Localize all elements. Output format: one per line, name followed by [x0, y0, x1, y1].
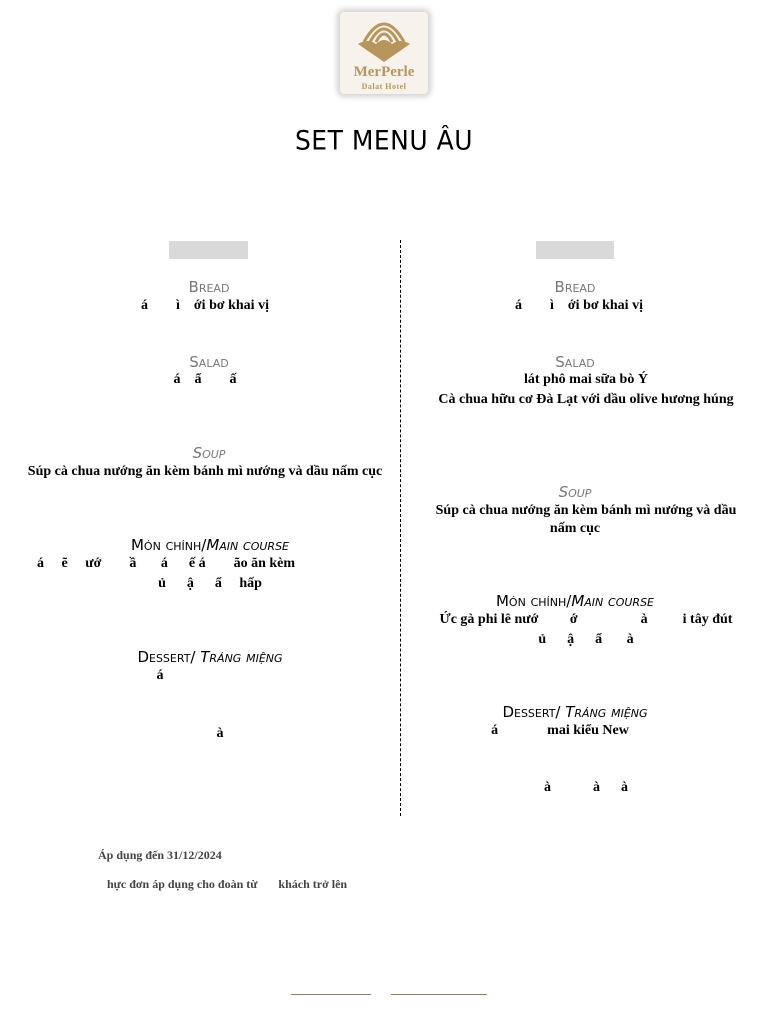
- left-soup-item: Súp cà chua nướng ăn kèm bánh mì nướng và dầu nấm cục: [27, 464, 383, 479]
- right-dessert-item-2: à à à: [544, 780, 628, 795]
- left-dessert-item-2: à: [216, 726, 224, 741]
- right-soup-item-1: Súp cà chua nướng ăn kèm bánh mì nướng và dầu: [435, 503, 737, 518]
- left-dessert-title: [60, 648, 360, 666]
- right-salad-title: Salad: [555, 353, 595, 371]
- left-dessert-title-vi: Dessert/: [137, 648, 196, 666]
- right-main-title-vi: Món chính/: [495, 592, 572, 610]
- left-menu-label-box: [169, 241, 248, 259]
- right-main-item-1: Ức gà phi lê nướ ớ à i tây đút: [439, 612, 733, 627]
- left-main-item-1: á ẽ ướ ầ á ế á ão ăn kèm: [36, 556, 296, 571]
- signature-line-right: [391, 994, 487, 995]
- left-soup-title: Soup: [192, 444, 226, 462]
- left-dessert-title-en: Tráng miệng: [200, 648, 283, 666]
- right-dessert-item-1: á mai kiểu New: [491, 723, 629, 738]
- page-title: SET MENU ÂU: [294, 125, 474, 156]
- left-main-title-vi: Món chính/: [130, 536, 207, 554]
- group-note: hực đơn áp dụng cho đoàn từ khách trở lên: [107, 877, 348, 891]
- left-main-title: [60, 536, 360, 554]
- right-bread-title: Bread: [554, 278, 596, 296]
- right-salad-item-1: lát phô mai sữa bò Ý: [524, 372, 648, 387]
- right-menu-label-box: [536, 241, 614, 259]
- logo-subtitle: Dalat Hotel: [361, 82, 407, 91]
- right-main-item-2: ủ ậ ẩ à: [538, 632, 634, 647]
- left-main-title-en: Main course: [206, 536, 290, 554]
- right-bread-item: á ì ới bơ khai vị: [515, 298, 643, 313]
- right-main-title: [425, 592, 725, 610]
- signature-line-left: [291, 994, 371, 995]
- left-bread-item: á ì ới bơ khai vị: [141, 298, 269, 313]
- right-dessert-title-en: Tráng miệng: [565, 703, 648, 721]
- hotel-logo: [340, 12, 428, 94]
- right-dessert-title-vi: Dessert/: [502, 703, 561, 721]
- right-soup-item-2: nấm cục: [549, 521, 601, 536]
- shell-icon: [340, 12, 428, 68]
- right-soup-title: Soup: [558, 483, 592, 501]
- validity-note: Áp dụng đến 31/12/2024: [98, 848, 222, 862]
- left-dessert-item-1: á: [156, 668, 164, 683]
- left-bread-title: Bread: [188, 278, 230, 296]
- right-salad-item-2: Cà chua hữu cơ Đà Lạt với dầu olive hương húng: [438, 392, 734, 407]
- logo-brand: MerPerle: [353, 64, 415, 80]
- right-main-title-en: Main course: [571, 592, 655, 610]
- left-salad-item: á ẩ ấ: [173, 372, 237, 387]
- left-main-item-2: ủ ậ ẩ hấp: [158, 576, 262, 591]
- left-salad-title: Salad: [189, 353, 229, 371]
- right-dessert-title: [425, 703, 725, 721]
